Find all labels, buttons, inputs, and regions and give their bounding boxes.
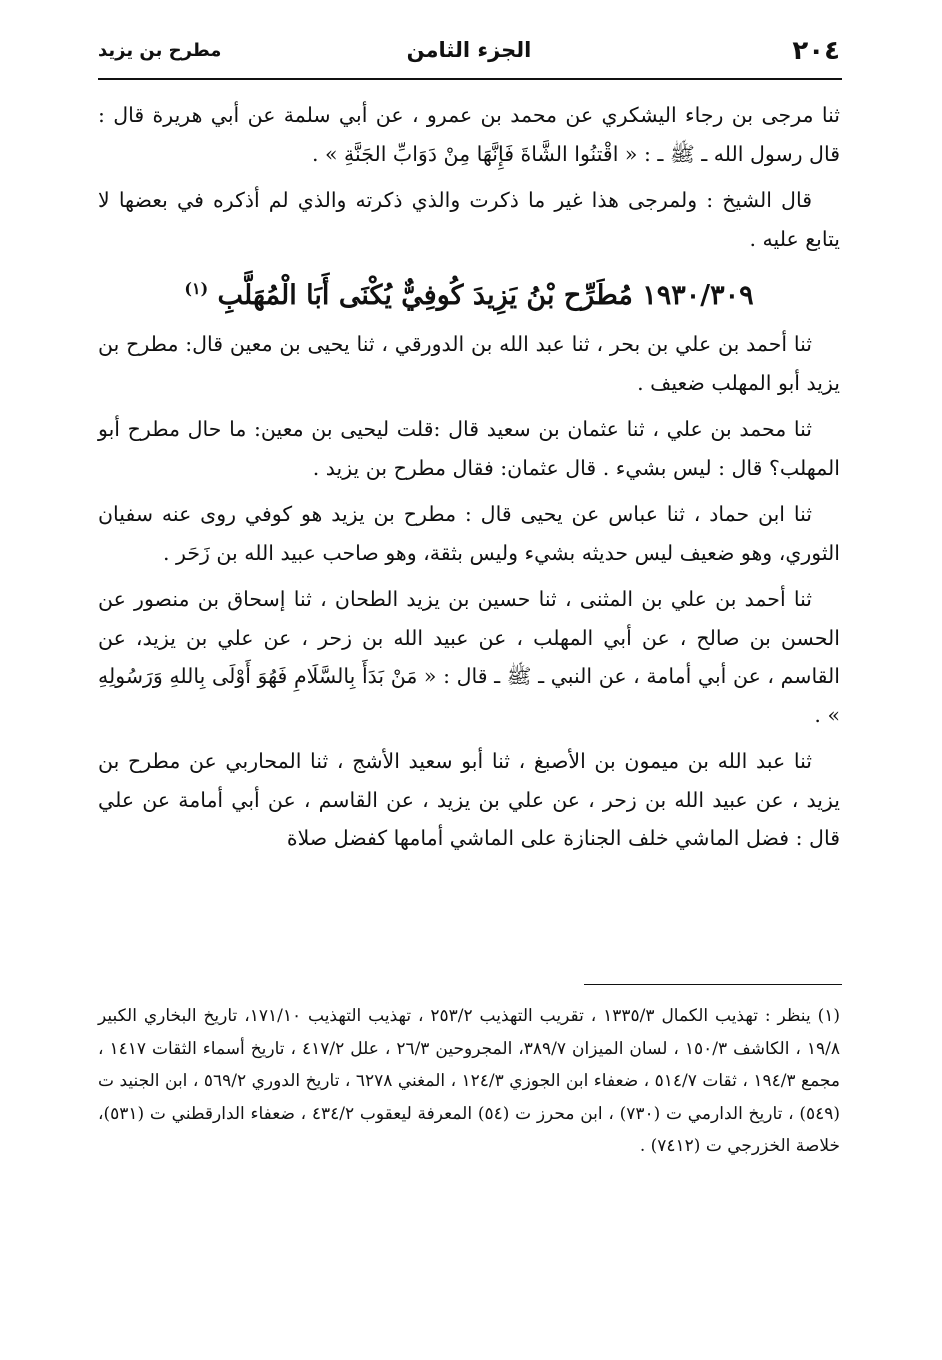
- paragraph-uthman: ثنا محمد بن علي ، ثنا عثمان بن سعيد قال :قلت ليحيى بن معين: ما حال مطرح أبو المهلب؟ قال : ليس بشيء . قال عثمان: فقال مطرح بن يزيد .: [98, 417, 840, 480]
- running-header: [98, 32, 840, 72]
- part-title: الجزء الثامن: [406, 38, 532, 62]
- entry-heading-text: ١٩٣٠/٣٠٩ مُطَرِّح بْنُ يَزِيدَ كُوفِيٌّ يُكْنَى أَبَا الْمُهَلَّبِ: [217, 280, 754, 311]
- footnote-marker: (١): [184, 279, 209, 298]
- paragraph-hadith-funeral: ثنا عبد الله بن ميمون بن الأصبغ ، ثنا أبو سعيد الأشج ، ثنا المحاربي عن مطرح بن يزيد ، عن عبيد الله بن زحر ، عن علي بن يزيد ، عن القاسم ، عن أبي أمامة عن علي قال : فضل الماشي خلف الجنازة على الماشي أمامها كفضل صلاة: [98, 749, 840, 850]
- footnote-rule: [584, 984, 842, 985]
- paragraph-shaykh-remark: قال الشيخ : ولمرجى هذا غير ما ذكرت والذي ذكرته والذي لم أذكره في بعضها لا يتابع عليه .: [98, 188, 840, 251]
- page-number: ٢٠٤: [792, 36, 840, 66]
- paragraph-hadith-salam: ثنا أحمد بن علي بن المثنى ، ثنا حسين بن يزيد الطحان ، ثنا إسحاق بن منصور عن الحسن بن صالح ، عن أبي المهلب ، عن عبيد الله بن زحر ، عن علي بن يزيد، عن القاسم ، عن أبي أمامة ، عن النبي ـ ﷺ ـ قال : « مَنْ بَدَأَ بِالسَّلَامِ فَهُوَ أَوْلَى بِاللهِ وَرَسُولِهِ » .: [98, 587, 840, 727]
- entry-heading: [98, 266, 840, 319]
- header-rule: [98, 78, 842, 80]
- paragraph-abbas: ثنا ابن حماد ، ثنا عباس عن يحيى قال : مطرح بن يزيد هو كوفي روى عنه سفيان الثوري، وهو ضعيف ليس حديثه بشيء وليس بثقة، وهو صاحب عبيد الله بن زَحَر .: [98, 502, 840, 565]
- main-text: [98, 96, 840, 866]
- footnote: (١) ينظر : تهذيب الكمال ١٣٣٥/٣ ، تقريب التهذيب ٢٥٣/٢ ، تهذيب التهذيب ١٧١/١٠، تاريخ البخاري الكبير ١٩/٨ ، الكاشف ١٥٠/٣ ، لسان الميزان ٣٨٩/٧، المجروحين ٢٦/٣ ، علل ٤١٧/٢ ، تاريخ أسماء الثقات ١٤١٧ ، مجمع ١٩٤/٣ ، ثقات ٥١٤/٧ ، ضعفاء ابن الجوزي ١٢٤/٣ ، المغني ٦٢٧٨ ، تاريخ الدوري ٥٦٩/٢ ، ابن الجنيد ت (٥٤٩) ، تاريخ الدارمي ت (٧٣٠) ، ابن محرز ت (٥٤) المعرفة ليعقوب ٤٣٤/٢ ، ضعفاء الدارقطني ت (٥٣١)، خلاصة الخزرجي ت (٧٤١٢) .: [98, 1006, 841, 1156]
- running-entry-name: مطرح بن يزيد: [98, 40, 222, 61]
- paragraph-hadith-goats: ثنا مرجى بن رجاء اليشكري عن محمد بن عمرو ، عن أبي سلمة عن أبي هريرة قال : قال رسول الله ـ ﷺ ـ : « اقْتنُوا الشَّاةَ فَإِنَّهَا مِنْ دَوَابِّ الجَنَّةِ » .: [98, 103, 840, 166]
- paragraph-ibn-maeen: ثنا أحمد بن علي بن بحر ، ثنا عبد الله بن الدورقي ، ثنا يحيى بن معين قال: مطرح بن يزيد أبو المهلب ضعيف .: [98, 332, 840, 395]
